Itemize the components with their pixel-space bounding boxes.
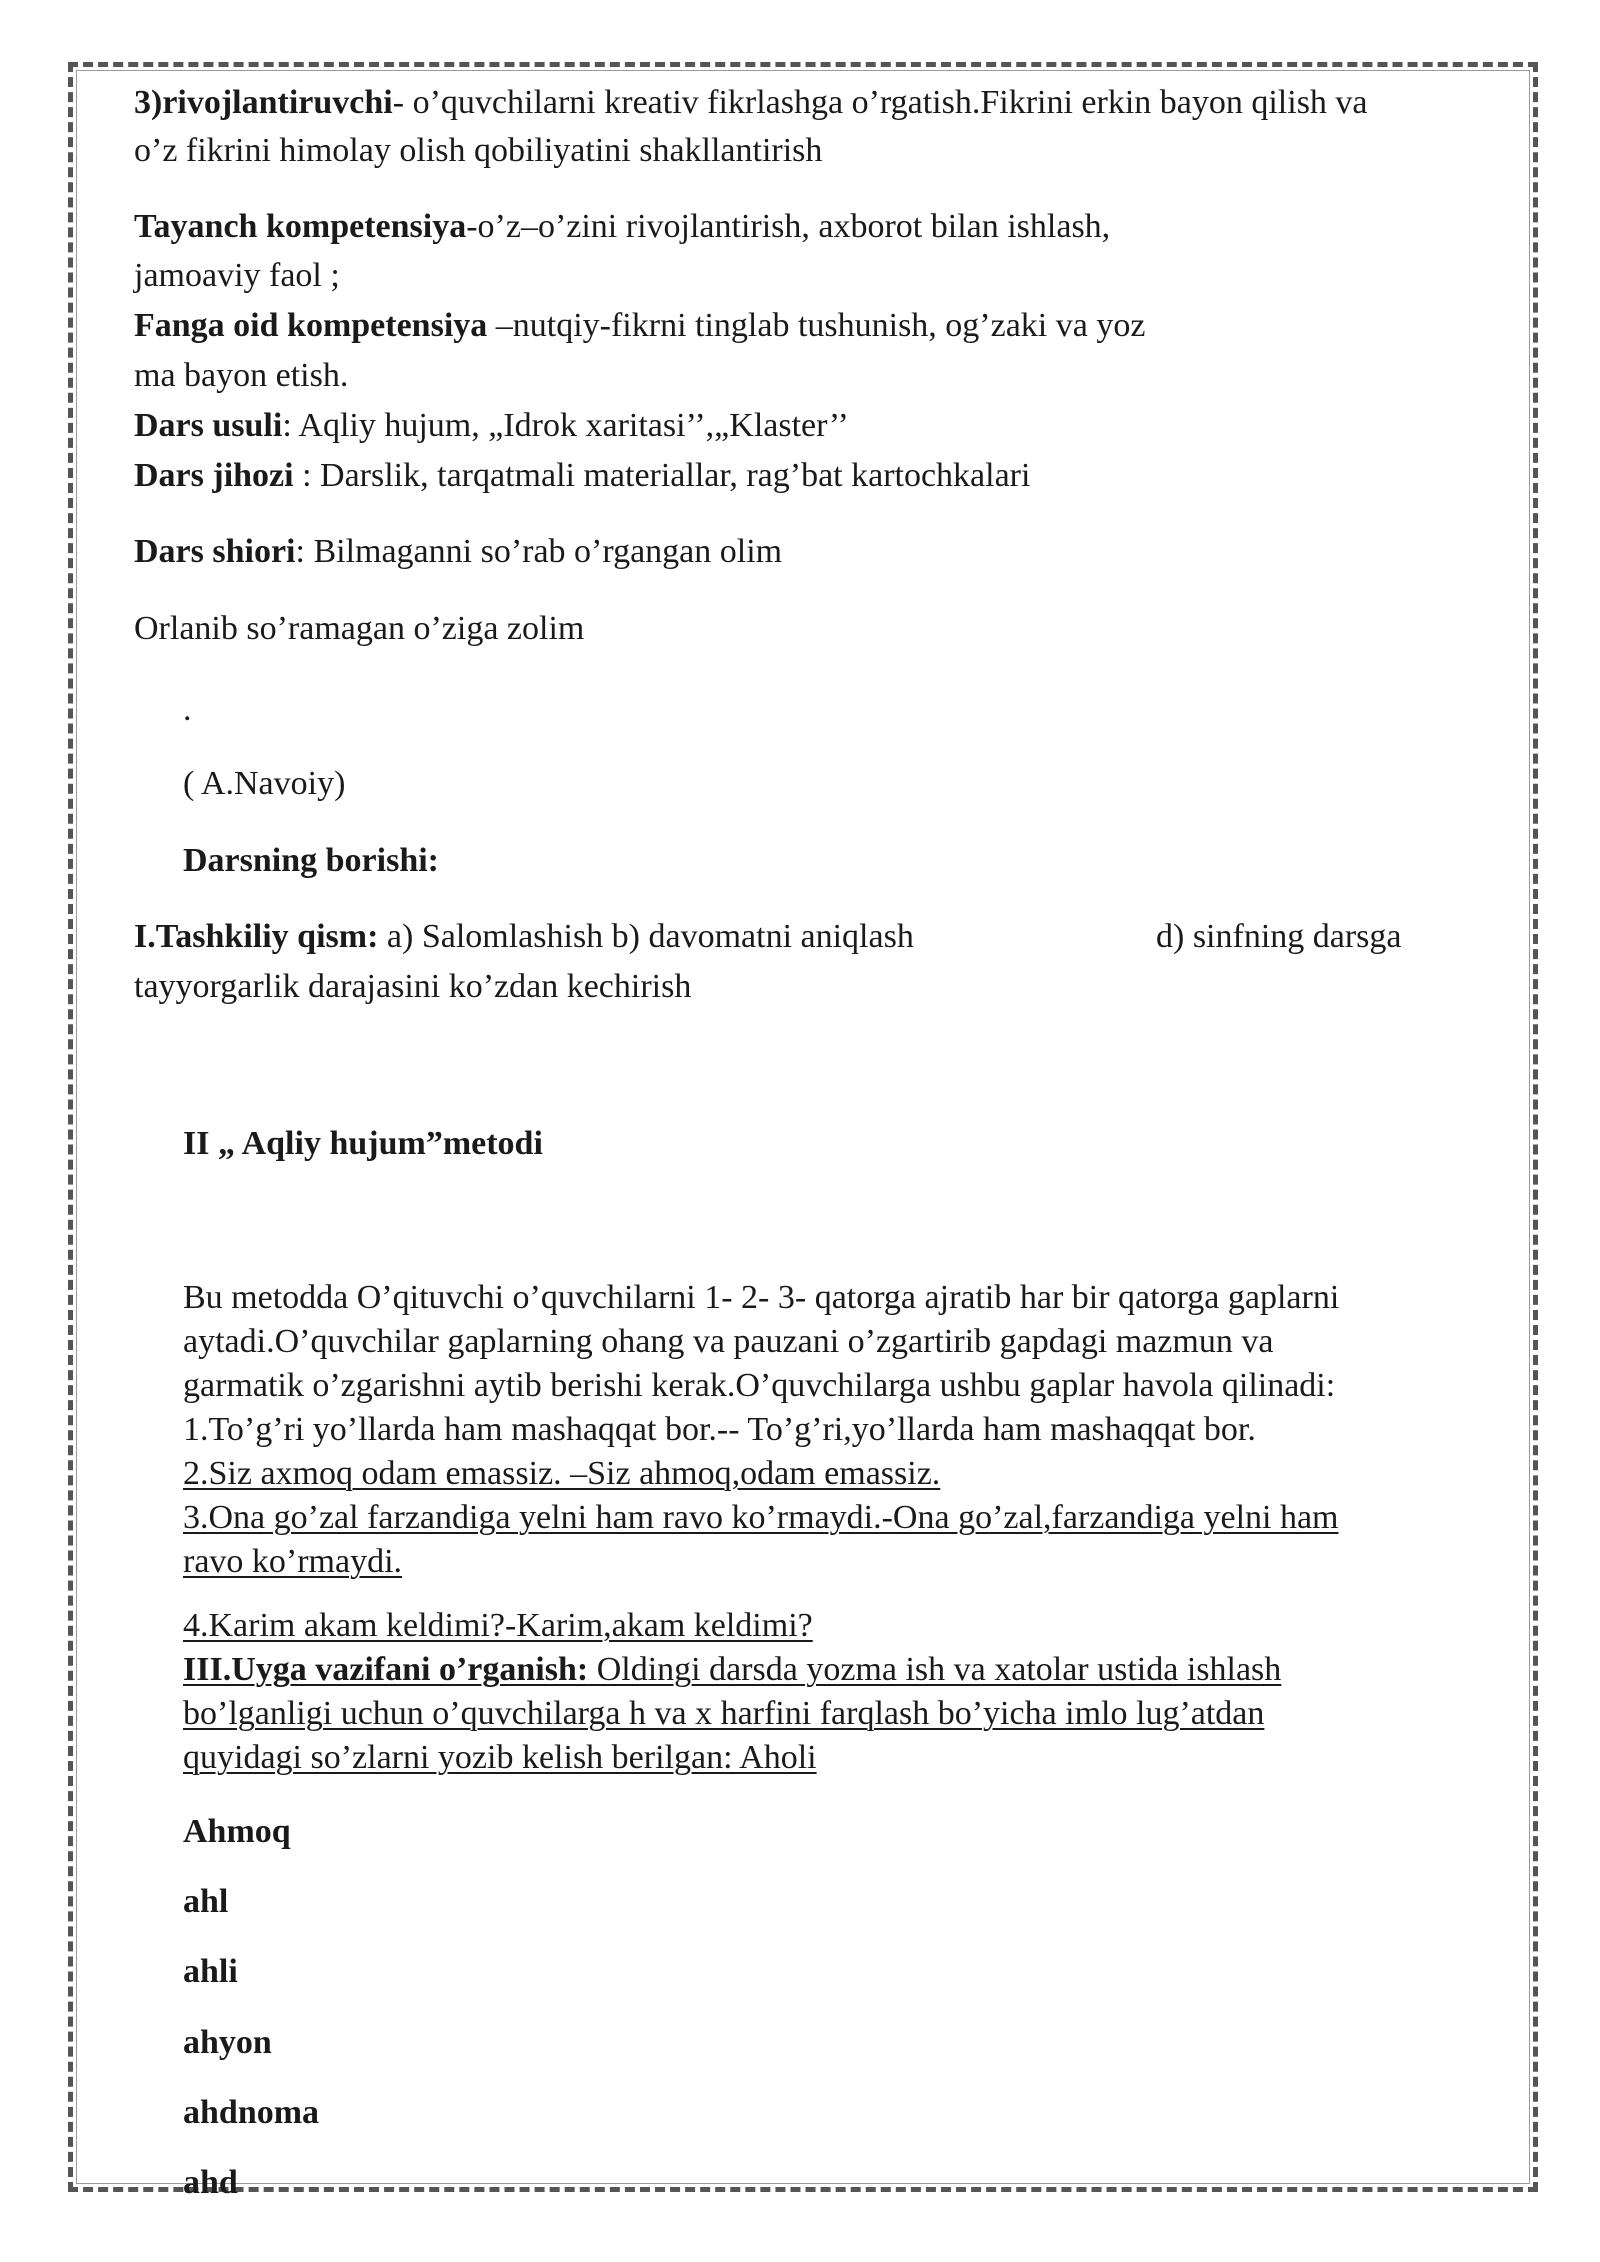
subject-competency-label: Fanga oid kompetensiya	[134, 307, 488, 344]
section-2-paragraph-line: garmatik o’zgarishni aytib berishi kerak.O’quvchilarga ushbu gaplar havola qilinadi:	[183, 1367, 1336, 1404]
separator-dot: .	[183, 691, 192, 728]
core-competency-label: Tayanch kompetensiya	[134, 208, 467, 245]
lesson-equipment	[134, 451, 1030, 500]
example-3-line-2: ravo ko’rmaydi.	[183, 1543, 403, 1580]
core-competency	[134, 202, 1110, 251]
section-1-line-2: tayyorgarlik darajasini ko’zdan kechirish	[134, 968, 692, 1005]
subject-competency-text: –nutqiy-fikrni tinglab tushunish, og’zaki va yoz	[487, 307, 1146, 344]
example-1: 1.To’g’ri yo’llarda ham mashaqqat bor.-- To’g’ri,yo’llarda ham mashaqqat bor.	[183, 1411, 1256, 1448]
word-list-item: ahli	[183, 1953, 238, 1990]
lesson-method-label: Dars usuli	[134, 407, 283, 444]
section-3-body	[183, 1604, 1483, 1780]
lesson-motto-text: : Bilmaganni so’rab o’rgangan olim	[295, 533, 783, 570]
section-3-text-1: Oldingi darsda yozma ish va xatolar ustida ishlash	[588, 1651, 1282, 1688]
section-1-label: I.Tashkiliy qism:	[134, 918, 379, 955]
core-competency-line-2: jamoaviy faol ;	[134, 257, 340, 294]
section-1-line-1	[134, 912, 914, 961]
example-2: 2.Siz axmoq odam emassiz. –Siz ahmoq,odam emassiz.	[183, 1455, 941, 1492]
lesson-method-text: : Aqliy hujum, „Idrok xaritasi’’,„Klaster’’	[282, 407, 849, 444]
example-4: 4.Karim akam keldimi?-Karim,akam keldimi?	[183, 1607, 813, 1644]
core-competency-text: -o’z–o’zini rivojlantirish, axborot bilan ishlash,	[466, 208, 1111, 245]
motto-author: ( A.Navoiy)	[183, 765, 346, 802]
lesson-progress-heading: Darsning borishi:	[183, 842, 439, 879]
intro-bold-label: 3)rivojlantiruvchi	[134, 84, 393, 121]
section-2-heading: II „ Aqliy hujum”metodi	[183, 1125, 543, 1162]
section-1-text-a: a) Salomlashish b) davomatni aniqlash	[378, 918, 914, 955]
intro-text: - o’quvchilarni kreativ fikrlashga o’rgatish.Fikrini erkin bayon qilish va	[392, 84, 1368, 121]
section-1-text-d: d) sinfning darsga	[1156, 918, 1402, 955]
lesson-method	[134, 401, 849, 450]
word-list-item: ahdnoma	[183, 2094, 320, 2131]
lesson-motto-label: Dars shiori	[134, 533, 296, 570]
lesson-motto-line-2: Orlanib so’ramagan o’ziga zolim	[134, 610, 585, 647]
word-list-item: Ahmoq	[183, 1813, 291, 1850]
section-2-paragraph-line: Bu metodda O’qituvchi o’quvchilarni 1- 2- 3- qatorga ajratib har bir qatorga gaplarni	[183, 1279, 1340, 1316]
word-list-item: ahd	[183, 2164, 238, 2201]
section-3-text-2: bo’lganligi uchun o’quvchilarga h va x harfini farqlash bo’yicha imlo lug’atdan	[183, 1695, 1265, 1732]
lesson-equipment-label: Dars jihozi	[134, 457, 294, 494]
section-2-body	[183, 1276, 1483, 1584]
section-3-label: III.Uyga vazifani o’rganish:	[183, 1651, 589, 1688]
subject-competency-line-2: ma bayon etish.	[134, 357, 349, 394]
word-list-item: ahyon	[183, 2024, 272, 2061]
lesson-motto	[134, 527, 782, 576]
subject-competency	[134, 301, 1145, 350]
intro-line-1	[134, 78, 1368, 127]
word-list-item: ahl	[183, 1883, 229, 1920]
lesson-equipment-text: : Darslik, tarqatmali materiallar, rag’bat kartochkalari	[293, 457, 1031, 494]
example-3-line-1: 3.Ona go’zal farzandiga yelni ham ravo ko’rmaydi.-Ona go’zal,farzandiga yelni ham	[183, 1499, 1339, 1536]
section-2-paragraph-line: aytadi.O’quvchilar gaplarning ohang va pauzani o’zgartirib gapdagi mazmun va	[183, 1323, 1274, 1360]
intro-line-2: o’z fikrini himolay olish qobiliyatini shakllantirish	[134, 132, 823, 169]
section-3-text-3: quyidagi so’zlarni yozib kelish berilgan: Aholi	[183, 1739, 817, 1776]
